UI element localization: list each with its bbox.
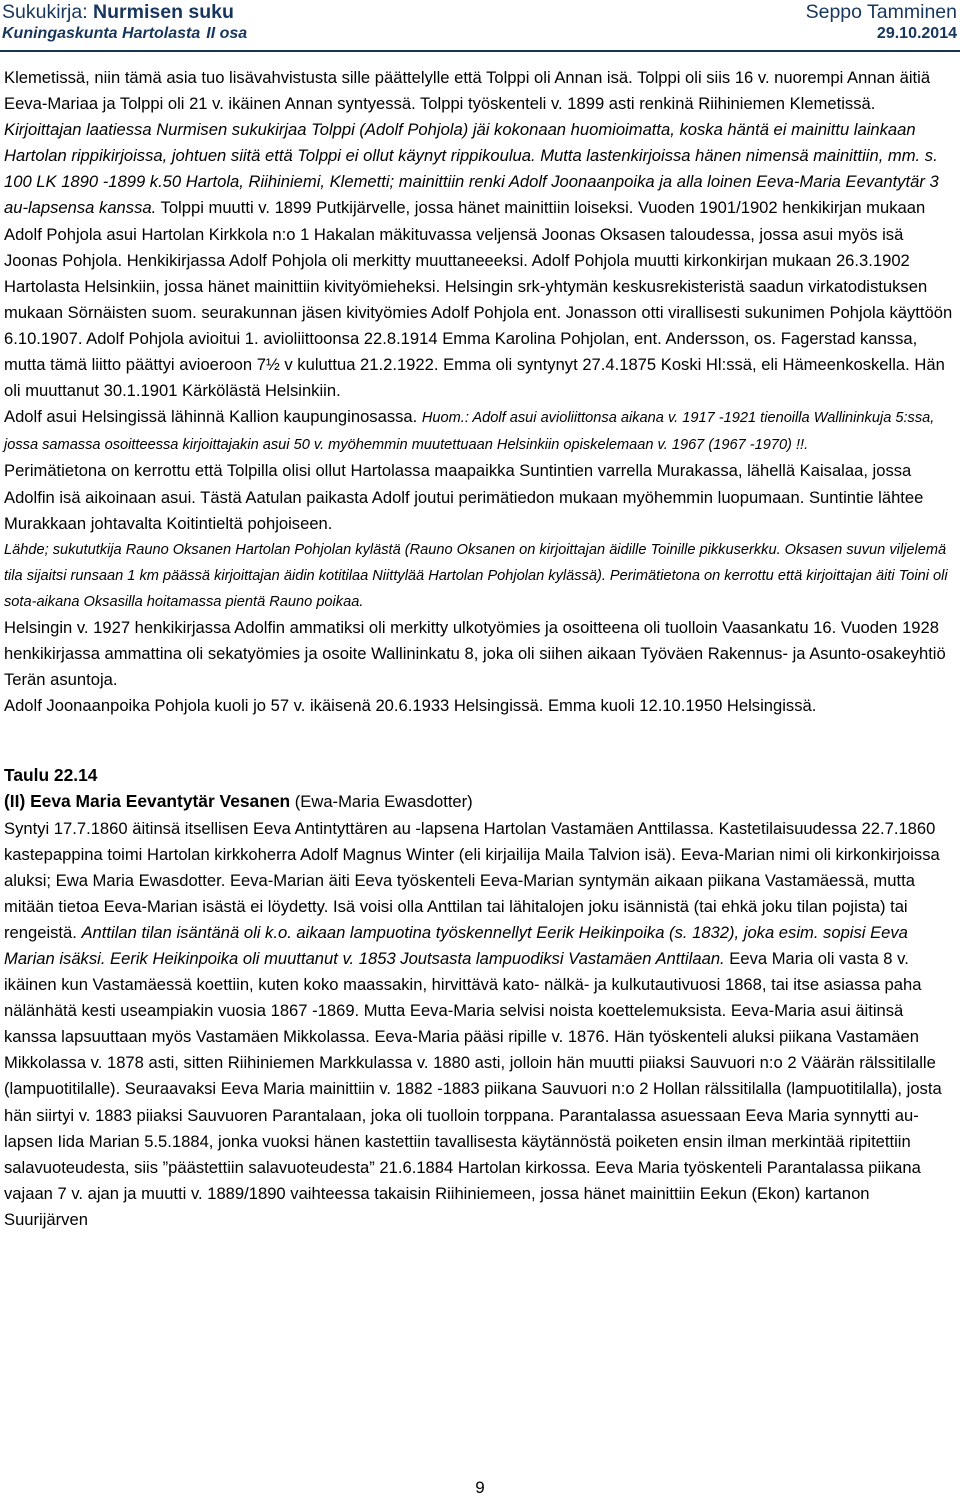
text-run: Syntyi 17.7.1860 äitinsä itsellisen Eeva Antintyttären au -lapsena Hartolan Vastamäen Anttilassa. Kastetilaisuudessa 22.7.1860 kastepappina toimi Hartolan kirkkoherra Adolf Magnus Winter (eli kirjailija Maila Talvion isä). Eeva-Marian nimi oli kirkonkirjoissa aluksi; Ewa Maria Ewasdotter. Eeva-Marian äiti Eeva työskenteli Eeva-Marian syntymän aikaan piikana Vastamäessä, mutta mitään tietoa Eeva-Marian isästä ei löydetty. Isä voisi olla Anttilan tai lähitalojen joku isännistä (tai ehkä joku tilan pojista) tai rengeistä. (4, 818, 940, 942)
paragraph: Perimätietona on kerrottu että Tolpilla olisi ollut Hartolassa maapaikka Suntintien varrella Murakassa, lähellä Kaisalaa, jossa Adolfin isä aikoinaan asui. Tästä Aatulan paikasta Adolf joutui perimätiedon mukaan myöhemmin luopumaan. Suntintie lähtee Murakkaan johtavalta Koitintieltä pohjoiseen. (4, 461, 924, 533)
text-run: Adolf asui Helsingissä lähinnä Kallion kaupunginosassa. (4, 407, 422, 427)
book-subtitle (2, 25, 247, 43)
header-rule (0, 50, 960, 52)
book-title (2, 1, 234, 24)
source-note-run: Rauno Oksanen on kirjoittajan äidille Toinille pikkuserkku. Oksasen suvun viljelemä tila sijaitsi runsaan 1 km päässä kirjoittajan äidin kotitilaa Niittylää Hartolan Pohjolan kylässä). Perimätietona on kerrottu että kirjoittajan äiti Toini oli sota-aikana Oksasilla hoitamassa pientä Rauno poikaa. (4, 541, 948, 610)
italic-text-run: Anttilan tilan isäntänä oli k.o. aikaan lampuotina työskennellyt Eerik Heikinpoika (s. 1832), joka esim. sopisi Eeva Marian isäksi. Eerik Heikinpoika oli muuttanut v. 1853 Joutsasta lampuodiksi Vastamäen Anttilaan. (4, 922, 908, 968)
text-run: Eeva Maria oli vasta 8 v. ikäinen kun Vastamäessä koettiin, kuten koko maassakin, hirvittävä kato- nälkä- ja kulkutautivuosi 1868, tai itse asiassa paha nälänhätä kesti useampiakin vuosia 1867 -1869. Mutta Eeva-Maria selvisi noista koettelemuksista. Eeva-Maria asui äitinsä kanssa lapsuuttaan myös Vastamäen Mikkolassa. Eeva-Maria pääsi ripille v. 1876. Hän työskenteli aluksi piikana Vastamäen Mikkolassa v. 1878 asti, sitten Riihiniemen Markkulassa v. 1880 asti, jolloin hän muutti piiaksi Sauvuori n:o 2 Väärän rälssitilalle (lampuotitilalle). Seuraavaksi Eeva Maria mainittiin v. 1882 -1883 piikana Sauvuori n:o 2 Hollan rälssitilalla (lampuotitilalla), josta hän siirtyi v. 1883 piiaksi Sauvuoren Parantalaan, joka oli tuolloin torppana. Parantalassa asuessaan Eeva Maria synnytti au-lapsen Iida Marian 5.5.1884, jonka vuoksi hänen kastettiin tavallisesta käytännöstä poiketen ensin ilman merkintää ripitettiin salavuoteudesta, siis ”päästettiin salavuoteudesta” 21.6.1884 Hartolan kirkossa. Eeva Maria työskenteli Parantalassa piikana vajaan 7 v. ajan ja muutti v. 1889/1890 vaihteessa takaisin Riihiniemeen, jossa hänet mainittiin Eekun (Ekon) kartanon Suurijärven (4, 949, 942, 1229)
paragraph: Helsingin v. 1927 henkikirjassa Adolfin ammatiksi oli merkitty ulkotyömies ja osoitteena oli tuolloin Vaasankatu 16. Vuoden 1928 henkikirjassa ammattina oli sekatyömies ja osoite Wallininkatu 8, joka oli siihen aikaan Työväen Rakennus- ja Asunto-osakeyhtiö Terän asuntoja. (4, 617, 946, 690)
author-name: Seppo Tamminen (805, 1, 957, 23)
italic-text-run: Kirjoittajan laatiessa Nurmisen sukukirjaa Tolppi (Adolf Pohjola) jäi kokonaan huomioimatta, koska häntä ei mainittu lainkaan Hartolan rippikirjoissa, johtuen siitä että Tolppi ei ollut käynyt rippikoulua. Mutta lastenkirjoissa hänen nimensä mainittiin, mm. s. 100 LK 1890 -1899 k.50 Hartola, Riihiniemi, Klemetti; mainittiin renki Adolf Joonaanpoika ja alla loinen Eeva-Maria Eevantytär 3 au-lapsensa kanssa. (4, 120, 939, 218)
page-header (0, 0, 960, 54)
table-title: Taulu 22.14 (4, 765, 98, 786)
subtitle-part-b: II osa (206, 25, 248, 42)
source-note-run: Lähde; sukututkija Rauno Oksanen Hartolan Pohjolan kylästä ( (4, 541, 410, 558)
paragraph (4, 404, 957, 458)
subtitle-part-a: Kuningaskunta Hartolasta (2, 25, 201, 42)
book-title-prefix: Sukukirja: (2, 1, 94, 23)
page-number: 9 (475, 1478, 485, 1497)
person-name: (II) Eeva Maria Eevantytär Vesanen (4, 791, 291, 812)
paragraph (4, 816, 957, 1234)
source-note (4, 537, 957, 615)
person-heading (4, 788, 957, 815)
text-run: Tolppi muutti v. 1899 Putkijärvelle, jossa hänet mainittiin loiseksi. Vuoden 1901/1902 henkikirjan mukaan Adolf Pohjola asui Hartolan Kirkkola n:o 1 Hakalan mäkituvassa veljensä Joonas Oksasen taloudessa, jossa asui myös isä Joonas Pohjola. Henkikirjassa Adolf Pohjola oli merkitty muuttaneeeksi. Adolf Pohjola muutti kirkonkirjan mukaan 26.3.1902 Hartolasta Helsinkiin, jossa hänet mainittiin kivityömieheksi. Helsingin srk-yhtymän keskusrekisteristä saadun virkatodistuksen mukaan Sörnäisten suom. seurakunnan jäsen kivityömies Adolf Pohjola ent. Jonasson otti virallisesti sukunimen Pohjola käyttöön 6.10.1907. Adolf Pohjola avioitui 1. avioliittoonsa 22.8.1914 Emma Karolina Pohjolan, ent. Andersson, os. Fagerstad kanssa, mutta tämä liitto päättyi avioeroon 7½ v kuluttua 21.2.1922. Emma oli syntynyt 27.4.1875 Koski Hl:ssä, eli Hämeenkoskella. Hän oli muuttanut 30.1.1901 Kärkölästä Helsinkiin. (4, 198, 953, 401)
paragraph: Adolf Joonaanpoika Pohjola kuoli jo 57 v. ikäisenä 20.6.1933 Helsingissä. Emma kuoli 12.10.1950 Helsingissä. (4, 696, 817, 716)
person-alias: (Ewa-Maria Ewasdotter) (290, 792, 473, 812)
book-name: Nurmisen suku (93, 1, 234, 23)
text-run: Klemetissä, niin tämä asia tuo lisävahvistusta sille päättelylle että Tolppi oli Annan isä. Tolppi oli siis 16 v. nuorempi Annan äitiä Eeva-Mariaa ja Tolppi oli 21 v. ikäinen Annan syntyessä. Tolppi työskenteli v. 1899 asti renkinä Riihiniemen Klemetissä. (4, 68, 931, 114)
paragraph (4, 65, 957, 404)
spacer (4, 719, 957, 762)
italic-note: Huom.: Adolf asui avioliittonsa aikana v. 1917 -1921 tienoilla Wallininkuja 5:ssa, jossa samassa osoitteessa kirjoittajakin asui 50 v. myöhemmin muutettuaan Helsinkiin opiskelemaan v. 1967 (1967 -1970) !!. (4, 410, 935, 454)
header-date: 29.10.2014 (876, 25, 957, 42)
document-body (4, 65, 957, 1233)
